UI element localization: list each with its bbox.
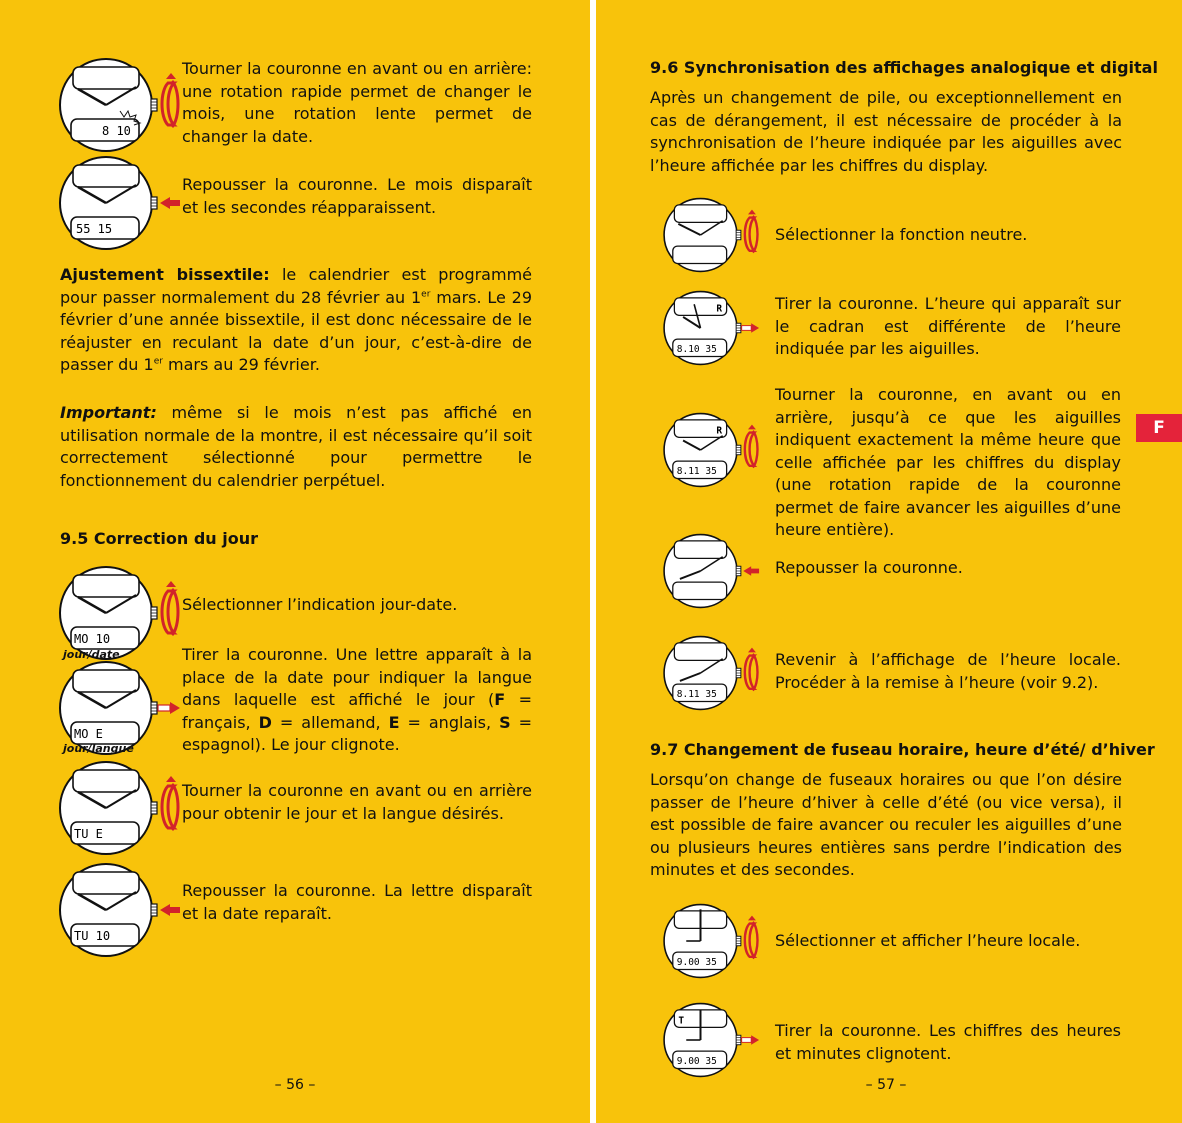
watch-push-month-illustration [58,155,178,251]
svg-text:R: R [716,303,723,315]
svg-text:55 15: 55 15 [76,222,113,236]
pull-crown-icon [158,702,180,714]
pull-crown-icon [742,1035,759,1045]
rotate-crown-icon [162,776,178,830]
return-local-text: Revenir à l’affichage de l’heure locale. Procéder à la remise à l’heure (voir 9.2). [775,650,1121,692]
watch-turn-hands-illustration [650,412,770,488]
select-local-text: Sélectionner et afficher l’heure locale. [775,931,1081,950]
rotate-crown-icon [745,648,758,691]
rotate-crown-icon [745,425,758,468]
svg-text:MO 10: MO 10 [74,632,111,646]
heading-9-5: 9.5 Correction du jour [60,529,259,548]
svg-text:8.11 35: 8.11 35 [676,465,717,477]
leap-year-paragraph: Ajustement bissextile: le calendrier est programmé pour passer normalement du 28 février au 1er mars. Le 29 février d’une année bissextile, il est donc nécessaire de le réajuster en reculant la date d’un jour, c’est-à-dire de passer du 1er mars au 29 février. [60,265,533,374]
push-month-text: Repousser la couronne. Le mois disparaît et les secondes réapparaissent. [182,175,532,217]
svg-text:R: R [716,425,723,437]
leap-label: Ajustement bissextile: [60,265,270,284]
important-paragraph: Important: même si le mois n’est pas affiché en utilisation normale de la montre, il est nécessaire qu’il soit correctement sélectionné pour permettre le fonctionnement du calendrier perpétuel. [60,403,532,490]
watch-select-daydate-illustration [58,565,178,661]
turn-month-text: Tourner la couronne en avant ou en arrière: une rotation rapide permet de changer le mois, une rotation lente permet de changer la date. [182,59,532,146]
svg-text:TU E: TU E [74,827,103,841]
page-number-right: – 57 – [865,1077,907,1093]
heading-9-6: 9.6 Synchronisation des affichages analogique et digital [650,58,1158,77]
push-crown-icon [743,566,759,576]
watch-turn-month-illustration [58,57,178,153]
watch-return-local-illustration [650,635,770,711]
pull-language-text: Tirer la couronne. Une lettre apparaît à la place de la date pour indiquer la langue dans laquelle est affiché le jour (F = français, D = allemand, E = anglais, S = espagnol). Le jour clignote. [182,645,532,754]
page-number-left: – 56 – [274,1077,316,1093]
push-letter-text: Repousser la couronne. La lettre disparaît et la date reparaît. [182,881,532,923]
pull-diff-text: Tirer la couronne. L’heure qui apparaît sur le cadran est différente de l’heure indiquée par les aiguilles. [775,294,1121,358]
rotate-crown-icon [745,210,758,253]
push-crown-icon [160,197,180,209]
timezone-intro-text: Lorsqu’on change de fuseaux horaires ou que l’on désire passer de l’heure d’hiver à celle d’été (ou vice versa), il est possible de faire avancer ou reculer les aiguilles d’une ou plusieurs heures entières sans perdre l’indication des minutes et des secondes. [650,770,1122,879]
rotate-crown-icon [162,581,178,635]
select-daydate-text: Sélectionner l’indication jour-date. [182,595,458,614]
watch-select-local-illustration [650,903,770,979]
rotate-crown-icon [162,73,178,127]
important-label: Important: [60,403,157,422]
language-tab-f: F [1136,414,1182,442]
rotate-crown-icon [745,916,758,959]
watch-neutral-illustration [650,197,770,273]
heading-9-7: 9.7 Changement de fuseau horaire, heure d’été/ d’hiver [650,740,1155,759]
svg-text:TU 10: TU 10 [74,929,111,943]
svg-text:8 10: 8 10 [102,124,131,138]
caption-jour-date: jour/date [63,648,120,661]
push-text: Repousser la couronne. [775,558,963,577]
watch-pull-blink-illustration [650,1002,770,1078]
caption-jour-langue: jour/langue [63,742,134,755]
svg-text:T: T [678,1015,685,1027]
select-neutral-text: Sélectionner la fonction neutre. [775,225,1028,244]
svg-text:9.00 35: 9.00 35 [676,956,717,968]
pull-blink-text: Tirer la couronne. Les chiffres des heures et minutes clignotent. [775,1021,1121,1063]
watch-turn-language-illustration [58,760,178,856]
svg-text:9.00 35: 9.00 35 [676,1055,717,1067]
watch-push-letter-illustration [58,862,178,958]
svg-text:MO E: MO E [74,727,103,741]
watch-push-illustration [650,533,770,609]
pull-crown-icon [742,323,759,333]
watch-pull-diff-illustration [650,290,770,366]
svg-text:8.10 35: 8.10 35 [676,343,717,355]
sync-intro-text: Après un changement de pile, ou exceptionnellement en cas de dérangement, il est nécessaire de procéder à la synchronisation de l’heure indiquée par les aiguilles avec l’heure affichée par les chiffres du display. [650,88,1122,175]
svg-text:8.11 35: 8.11 35 [676,688,717,700]
push-crown-icon [160,904,180,916]
turn-language-text: Tourner la couronne en avant ou en arrière pour obtenir le jour et la langue désirés. [182,781,532,823]
turn-hands-text: Tourner la couronne, en avant ou en arrière, jusqu’à ce que les aiguilles indiquent exactement la même heure que celle affichée par les chiffres du display (une rotation rapide de la couronne permet de faire avancer les aiguilles d’une heure entière). [775,385,1121,539]
